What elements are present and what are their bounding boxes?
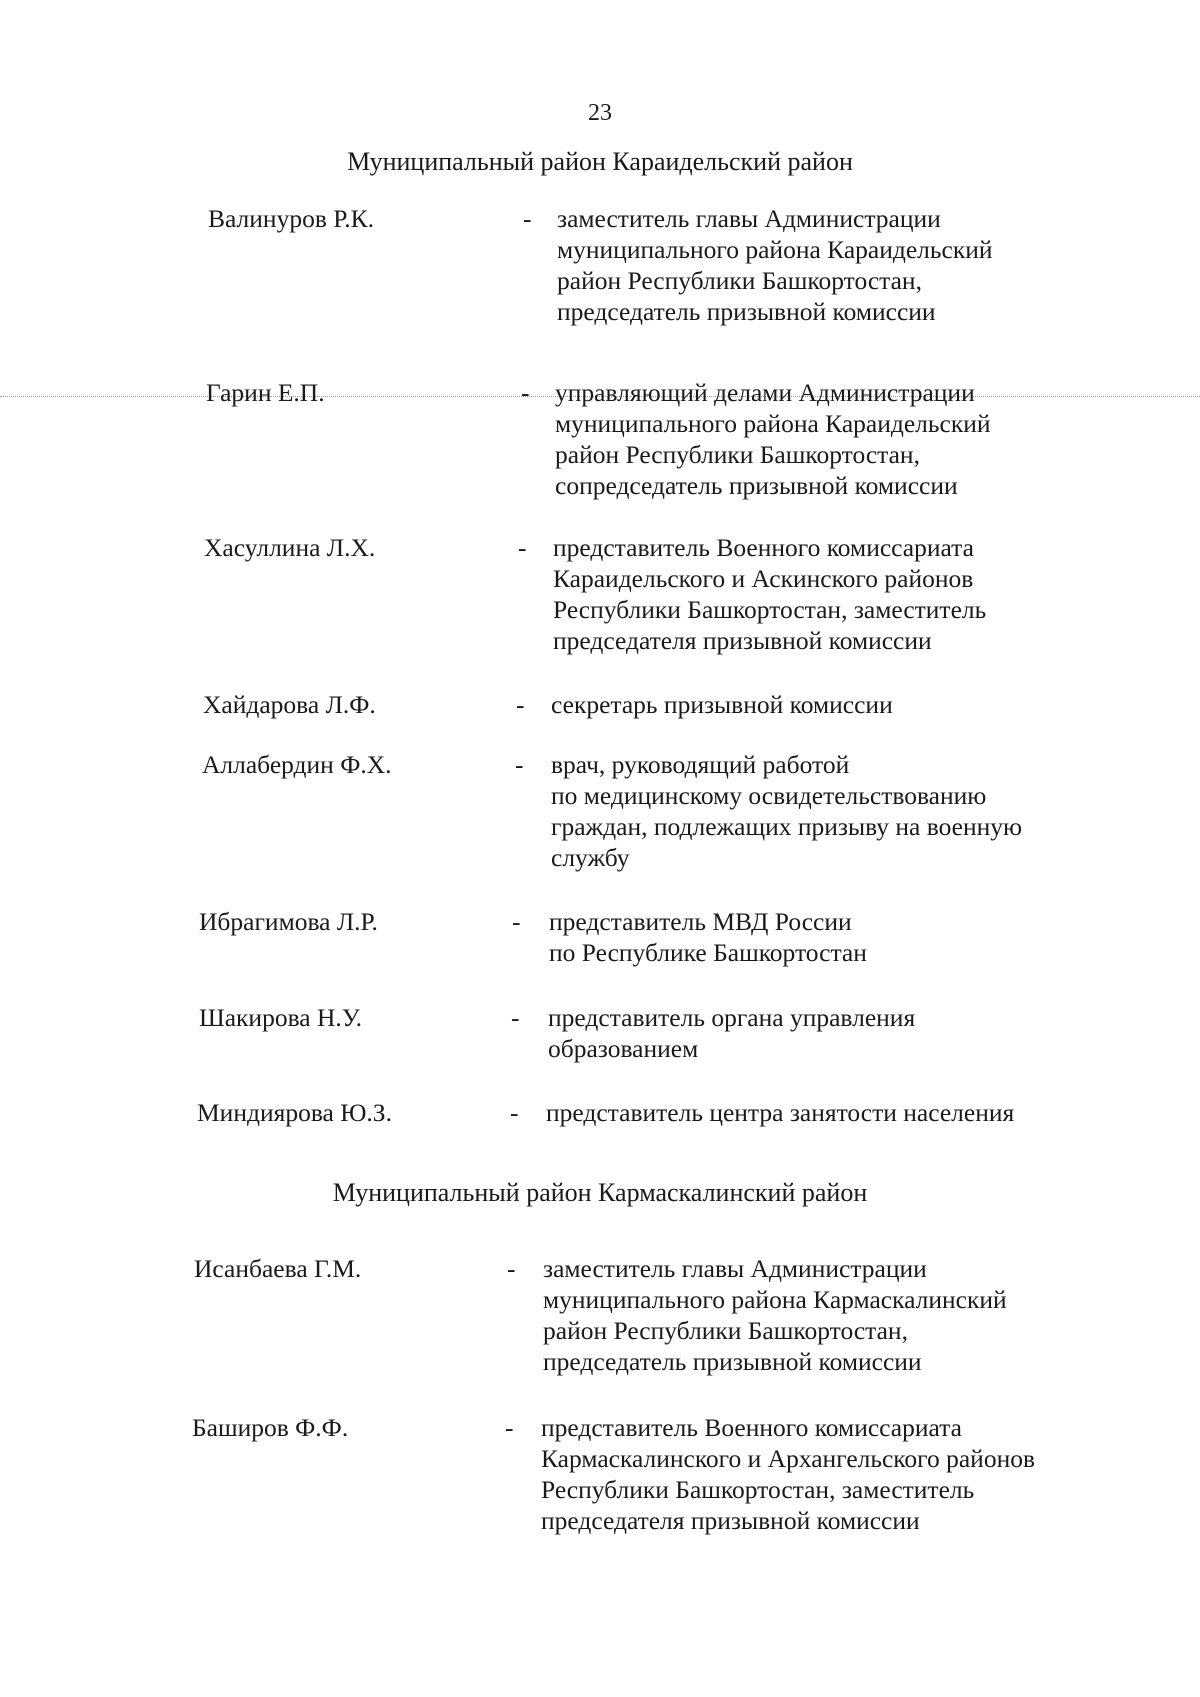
member-name: Хасуллина Л.Х. [204, 533, 376, 562]
member-name: Валинуров Р.К. [208, 204, 374, 233]
member-role: представитель МВД России по Республике Башкортостан [549, 907, 867, 967]
member-role: управляющий делами Администрации муниципального района Караидельский район Республики Башкортостан, сопредседатель призывной комиссии [555, 378, 991, 500]
dash-separator: - [505, 1413, 514, 1442]
member-role: заместитель главы Администрации муниципального района Караидельский район Республики Башкортостан, председатель призывной комиссии [557, 204, 993, 326]
dash-separator: - [507, 1254, 516, 1283]
member-name: Хайдарова Л.Ф. [203, 690, 376, 719]
member-name: Шакирова Н.У. [199, 1003, 363, 1032]
member-name: Миндиярова Ю.З. [197, 1098, 392, 1127]
dash-separator: - [521, 378, 530, 407]
dash-separator: - [523, 204, 532, 233]
member-name: Гарин Е.П. [206, 378, 325, 407]
dash-separator: - [515, 750, 524, 779]
page-number: 23 [588, 100, 612, 126]
member-role: представитель центра занятости населения [546, 1098, 1015, 1127]
member-name: Баширов Ф.Ф. [192, 1413, 349, 1442]
member-role: заместитель главы Администрации муниципального района Кармаскалинский район Республики Башкортостан, председатель призывной комиссии [543, 1254, 1007, 1376]
section-title-karaidel: Муниципальный район Караидельский район [347, 147, 853, 176]
dash-separator: - [516, 690, 525, 719]
member-name: Исанбаева Г.М. [194, 1254, 362, 1283]
dash-separator: - [518, 533, 527, 562]
member-role: представитель Военного комиссариата Кармаскалинского и Архангельского районов Республики Башкортостан, заместитель председателя призывной комиссии [541, 1413, 1036, 1535]
section-title-karmaskaly: Муниципальный район Кармаскалинский район [332, 1178, 868, 1207]
member-name: Аллабердин Ф.Х. [202, 750, 392, 779]
member-role: секретарь призывной комиссии [551, 690, 893, 719]
dash-separator: - [510, 1098, 519, 1127]
dash-separator: - [511, 1003, 520, 1032]
member-role: врач, руководящий работой по медицинскому освидетельствованию граждан, подлежащих призыву на военную службу [551, 750, 1023, 872]
member-name: Ибрагимова Л.Р. [199, 907, 378, 936]
member-role: представитель органа управления образованием [548, 1003, 916, 1063]
member-role: представитель Военного комиссариата Караидельского и Аскинского районов Республики Башкортостан, заместитель председателя призывной комиссии [553, 533, 987, 655]
dash-separator: - [512, 907, 521, 936]
